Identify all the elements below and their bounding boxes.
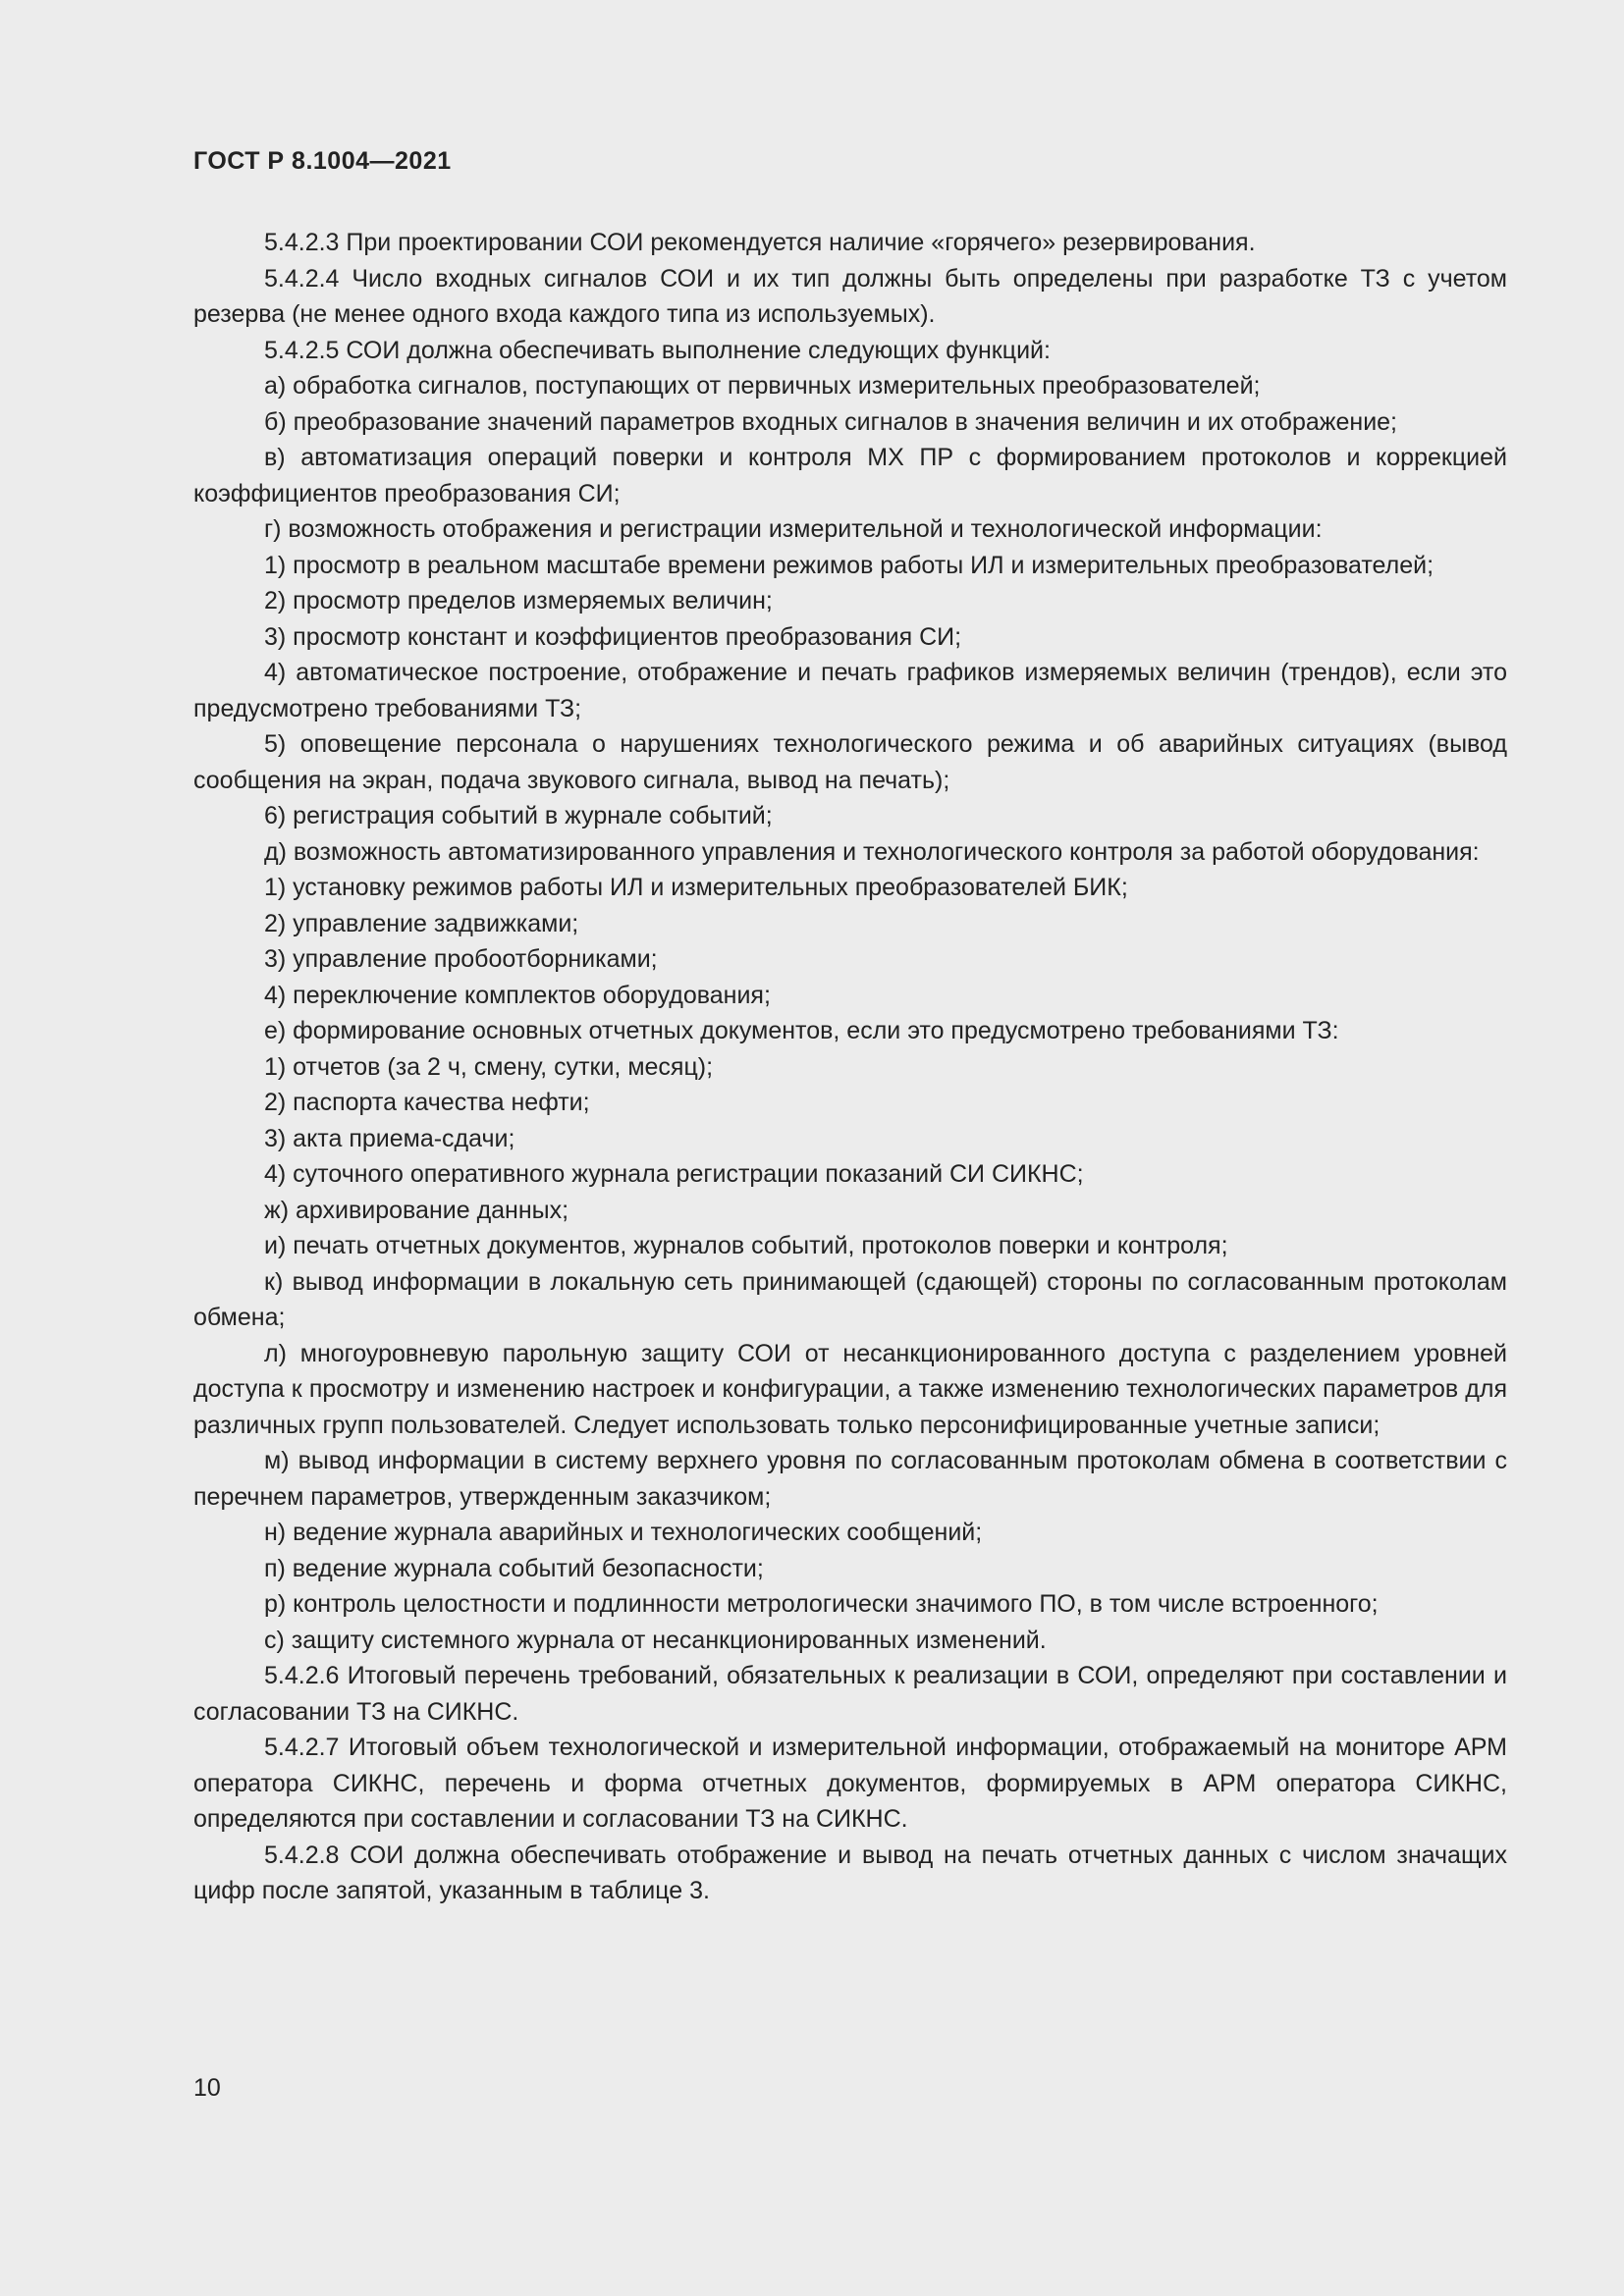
list-item-d: д) возможность автоматизированного управления и технологического контроля за работой оборудования: xyxy=(264,837,1480,866)
list-item-k: к) вывод информации в локальную сеть принимающей (сдающей) стороны по согласованным протоколам обмена; xyxy=(193,1267,1507,1331)
list-item-g-4: 4) автоматическое построение, отображение и печать графиков измеряемых величин (трендов), если это предусмотрено требованиями ТЗ; xyxy=(193,659,1507,722)
list-item-g-3: 3) просмотр констант и коэффициентов преобразования СИ; xyxy=(264,622,962,651)
paragraph-5-4-2-7: 5.4.2.7 Итоговый объем технологической и измерительной информации, отображаемый на мониторе АРМ оператора СИКНС, перечень и форма отчетных документов, формируемых в АРМ оператора СИКНС, определяются при составлении и согласовании ТЗ на СИКНС. xyxy=(193,1734,1507,1833)
list-item-m: м) вывод информации в систему верхнего уровня по согласованным протоколам обмена в соответствии с перечнем параметров, утвержденным заказчиком; xyxy=(193,1447,1507,1511)
list-item-e: е) формирование основных отчетных документов, если это предусмотрено требованиями ТЗ: xyxy=(264,1017,1339,1044)
list-item-n: н) ведение журнала аварийных и технологических сообщений; xyxy=(264,1519,983,1546)
list-item-e-2: 2) паспорта качества нефти; xyxy=(264,1089,590,1116)
page-number: 10 xyxy=(193,2074,221,2102)
list-item-r: р) контроль целостности и подлинности метрологически значимого ПО, в том числе встроенного; xyxy=(264,1590,1379,1618)
list-item-d-1: 1) установку режимов работы ИЛ и измерительных преобразователей БИК; xyxy=(264,874,1128,901)
list-item-p: п) ведение журнала событий безопасности; xyxy=(264,1554,764,1582)
list-item-g-6: 6) регистрация событий в журнале событий; xyxy=(264,802,773,829)
document-header-title: ГОСТ Р 8.1004—2021 xyxy=(193,147,452,175)
paragraph-5-4-2-6: 5.4.2.6 Итоговый перечень требований, обязательных к реализации в СОИ, определяют при составлении и согласовании ТЗ на СИКНС. xyxy=(193,1662,1507,1726)
list-item-l: л) многоуровневую парольную защиту СОИ от несанкционированного доступа с разделением уровней доступа к просмотру и изменению настроек и конфигурации, а также изменению технологических параметров для различных групп пользователей. Следует использовать только персонифицированные учетные записи; xyxy=(193,1339,1507,1439)
list-item-g-5: 5) оповещение персонала о нарушениях технологического режима и об аварийных ситуациях (вывод сообщения на экран, подача звукового сигнала, вывод на печать); xyxy=(193,730,1507,794)
list-item-e-1: 1) отчетов (за 2 ч, смену, сутки, месяц); xyxy=(264,1052,714,1081)
list-item-d-3: 3) управление пробоотборниками; xyxy=(264,945,658,973)
paragraph-5-4-2-4: 5.4.2.4 Число входных сигналов СОИ и их тип должны быть определены при разработке ТЗ с учетом резерва (не менее одного входа каждого типа из используемых). xyxy=(193,264,1507,328)
list-item-g-2: 2) просмотр пределов измеряемых величин; xyxy=(264,587,773,614)
list-item-s: с) защиту системного журнала от несанкционированных изменений. xyxy=(264,1626,1047,1654)
list-item-e-4: 4) суточного оперативного журнала регистрации показаний СИ СИКНС; xyxy=(264,1160,1084,1188)
list-item-e-3: 3) акта приема-сдачи; xyxy=(264,1124,515,1152)
list-item-d-4: 4) переключение комплектов оборудования; xyxy=(264,981,771,1009)
list-item-zh: ж) архивирование данных; xyxy=(264,1196,569,1224)
list-item-i: и) печать отчетных документов, журналов событий, протоколов поверки и контроля; xyxy=(264,1232,1228,1259)
list-item-v: в) автоматизация операций поверки и контроля МХ ПР с формированием протоколов и коррекцией коэффициентов преобразования СИ; xyxy=(193,444,1507,507)
list-item-a: а) обработка сигналов, поступающих от первичных измерительных преобразователей; xyxy=(264,372,1261,400)
list-item-b: б) преобразование значений параметров входных сигналов в значения величин и их отображение; xyxy=(264,407,1398,436)
list-item-g-1: 1) просмотр в реальном масштабе времени режимов работы ИЛ и измерительных преобразователей; xyxy=(264,551,1435,579)
list-item-g: г) возможность отображения и регистрации измерительной и технологической информации: xyxy=(264,515,1323,543)
paragraph-5-4-2-8: 5.4.2.8 СОИ должна обеспечивать отображение и вывод на печать отчетных данных с числом значащих цифр после запятой, указанным в таблице 3. xyxy=(193,1841,1507,1904)
document-body xyxy=(193,225,1507,1909)
paragraph-5-4-2-5: 5.4.2.5 СОИ должна обеспечивать выполнение следующих функций: xyxy=(264,336,1051,364)
paragraph-5-4-2-3: 5.4.2.3 При проектировании СОИ рекомендуется наличие «горячего» резервирования. xyxy=(264,229,1256,256)
list-item-d-2: 2) управление задвижками; xyxy=(264,909,579,937)
